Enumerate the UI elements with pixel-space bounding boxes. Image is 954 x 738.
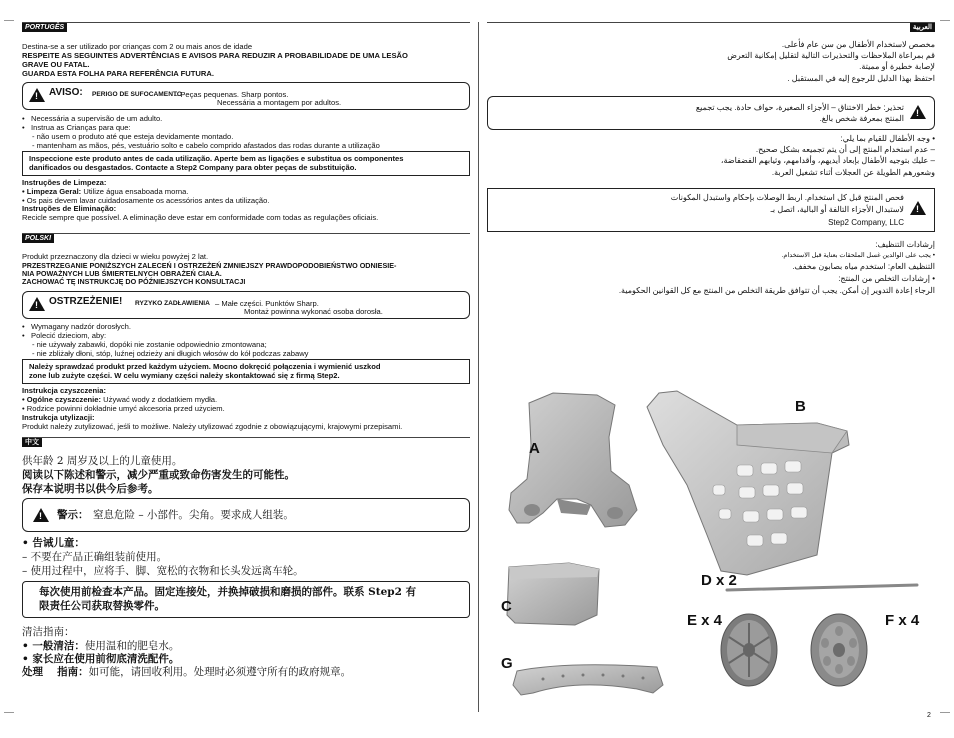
section-tag-portuguese: PORTUGÊS bbox=[22, 23, 67, 32]
ar-bullet-1: • وجه الأطفال للقيام بما يلي: bbox=[840, 134, 935, 143]
pt-bullet-2: • Instrua as Crianças para que: bbox=[22, 123, 131, 132]
zh-warning-text: 窒息危险 – 小部件。尖角。要求成人组装。 bbox=[93, 509, 294, 521]
warning-triangle-icon: ! bbox=[910, 105, 926, 119]
warning-triangle-icon: ! bbox=[29, 88, 45, 102]
part-c-tray bbox=[507, 563, 599, 625]
pt-respect-1: RESPEITE AS SEGUINTES ADVERTÊNCIAS E AVISOS PARA REDUZIR A PROBABILIDADE DE UMA LESÃO bbox=[22, 51, 408, 60]
pl-warning-box bbox=[22, 291, 470, 319]
part-g-handle bbox=[513, 665, 663, 695]
pt-intro: Destina-se a ser utilizado por crianças com 2 ou mais anos de idade bbox=[22, 42, 253, 51]
ar-clean-4: • إرشادات التخلص من المنتج: bbox=[838, 274, 935, 283]
pt-warning-text-2: Necessária a montagem por adultos. bbox=[217, 98, 342, 107]
ar-line-3: لإصابة خطيرة أو مميتة. bbox=[859, 62, 935, 71]
zh-intro: 供年龄 2 周岁及以上的儿童使用。 bbox=[22, 455, 183, 467]
ar-line-4: احتفظ بهذا الدليل للرجوع إليه في المستقبل . bbox=[787, 74, 935, 83]
crop-mark bbox=[940, 712, 950, 713]
section-rule bbox=[487, 22, 935, 23]
pl-keep: ZACHOWAĆ TĘ INSTRUKCJĘ DO PÓŹNIEJSZYCH KONSULTACJI bbox=[22, 277, 246, 286]
pt-warning-word: AVISO: bbox=[49, 87, 83, 98]
pt-clean-2: • Os pais devem lavar cuidadosamente os acessórios antes da utilização. bbox=[22, 196, 270, 205]
section-tag-arabic: العربية bbox=[910, 23, 935, 32]
pl-warning-text-1: – Małe części. Punktów Sharp. bbox=[215, 299, 319, 308]
pt-warning-hazard: PERIGO DE SUFOCAMENTO bbox=[92, 91, 183, 98]
pl-warning-text-2: Montaż powinna wykonać osoba dorosła. bbox=[244, 307, 383, 316]
pl-bullet-2: • Polecić dzieciom, aby: bbox=[22, 331, 107, 340]
zh-inspect-box bbox=[22, 581, 470, 618]
zh-warning-box bbox=[22, 498, 470, 532]
column-divider bbox=[478, 22, 479, 712]
crop-mark bbox=[4, 712, 14, 713]
section-tag-chinese: 中文 bbox=[22, 438, 42, 447]
part-d-axle bbox=[727, 585, 917, 590]
section-tag-polish: POLSKI bbox=[22, 234, 54, 243]
ar-warning-box bbox=[487, 96, 935, 130]
zh-bullet-1: • 告诫儿童： bbox=[22, 537, 85, 549]
zh-bullet-1a: – 不要在产品正确组装前使用。 bbox=[22, 551, 168, 563]
pt-bullet-1: • Necessária a supervisão de um adulto. bbox=[22, 114, 163, 123]
section-rule bbox=[22, 437, 470, 438]
pt-inspect-box bbox=[22, 151, 470, 176]
part-f-wheel bbox=[811, 614, 867, 686]
ar-warning-1: تحذير: خطر الاختناق – الأجزاء الصغيرة، حواف حادة. يجب تجميع bbox=[695, 103, 904, 112]
zh-inspect-1: 每次使用前检查本产品。固定连接处，并换掉破损和磨损的部件。联系 Step2 有 bbox=[39, 586, 417, 598]
zh-clean-1: • 一般清洁：使用温和的肥皂水。 bbox=[22, 640, 180, 652]
ar-line-2: قم بمراعاة الملاحظات والتحذيرات التالية لتقليل إمكانية التعرض bbox=[727, 51, 935, 60]
ar-clean-1: إرشادات التنظيف: bbox=[875, 240, 935, 249]
page-number: 2 bbox=[927, 712, 931, 719]
part-b-basket bbox=[647, 391, 849, 575]
pl-inspect-2: zone lub zużyte części. W celu wymiany części należy skontaktować się z firmą Step2. bbox=[29, 371, 340, 380]
pl-bullet-2a: - nie używały zabawki, dopóki nie zostanie odpowiednio zmontowana; bbox=[32, 340, 267, 349]
part-label-a: A bbox=[529, 440, 540, 457]
ar-clean-3: التنظيف العام: استخدم مياه بصابون مخفف. bbox=[792, 262, 935, 271]
pl-warning-word: OSTRZEŻENIE! bbox=[49, 296, 123, 307]
pt-bullet-2a: - não usem o produto até que esteja devidamente montado. bbox=[32, 132, 234, 141]
part-a-base bbox=[509, 393, 637, 527]
zh-bullet-1b: – 使用过程中，应将手、脚、宽松的衣物和长头发远离车轮。 bbox=[22, 565, 304, 577]
pl-clean-1: • Ogólne czyszczenie: Używać wody z dodatkiem mydła. bbox=[22, 395, 218, 404]
zh-clean-heading: 清洁指南： bbox=[22, 626, 75, 638]
ar-bullet-3: – عليك بتوجيه الأطفال بإبعاد أيديهم، وأقدامهم، وثيابهم الفضفاضة، bbox=[720, 156, 935, 165]
zh-dispose: 处理 指南：如可能，请回收利用。处理时必须遵守所有的政府规章。 bbox=[22, 666, 352, 678]
pl-bullet-1: • Wymagany nadzór dorosłych. bbox=[22, 322, 131, 331]
pt-clean-1: • Limpeza Geral: Utilize água ensaboada morna. bbox=[22, 187, 189, 196]
part-label-f: F x 4 bbox=[885, 612, 920, 629]
part-label-e: E x 4 bbox=[687, 612, 723, 629]
ar-inspect-box bbox=[487, 188, 935, 232]
pt-inspect-2: danificados ou desgastados. Contacte a Step2 Company para obter peças de substituição. bbox=[29, 163, 357, 172]
part-label-c: C bbox=[501, 598, 512, 615]
pt-warning-text-1: – Peças pequenas. Sharp pontos. bbox=[174, 90, 289, 99]
pt-inspect-1: Inspeccione este produto antes de cada utilização. Aperte bem as ligações e substitua os componentes bbox=[29, 154, 404, 163]
pl-respect-2: NIA POWAŻNYCH LUB ŚMIERTELNYCH OBRAŻEŃ CIAŁA. bbox=[22, 269, 222, 278]
pl-intro: Produkt przeznaczony dla dzieci w wieku powyżej 2 lat. bbox=[22, 252, 209, 261]
pt-clean-heading: Instruções de Limpeza: bbox=[22, 178, 107, 187]
pt-warning-box bbox=[22, 82, 470, 110]
pl-respect-1: PRZESTRZEGANIE PONIŻSZYCH ZALECEŃ I OSTRZEŻEŃ ZMNIEJSZY PRAWDOPODOBIEŃSTWO ODNIESIE- bbox=[22, 261, 397, 270]
ar-clean-5: الرجاء إعادة التدوير إن أمكن. يجب أن تتوافق طريقة التخلص من المنتج مع كل القوانين الحكومية. bbox=[618, 286, 935, 295]
ar-line-1: مخصص لاستخدام الأطفال من سن عام فأعلى. bbox=[781, 40, 935, 49]
pt-respect-2: GRAVE OU FATAL. bbox=[22, 60, 90, 69]
pl-clean-2: • Rodzice powinni dokładnie umyć akcesoria przed użyciem. bbox=[22, 404, 225, 413]
ar-inspect-1: فحص المنتج قبل كل استخدام. اربط الوصلات بإحكام واستبدل المكونات bbox=[670, 193, 904, 202]
ar-bullet-2: – عدم استخدام المنتج إلى أن يتم تجميعه بشكل صحيح. bbox=[755, 145, 935, 154]
warning-triangle-icon: ! bbox=[29, 297, 45, 311]
parts-illustration bbox=[487, 375, 935, 715]
crop-mark bbox=[4, 20, 14, 21]
pt-dispose-heading: Instruções de Eliminação: bbox=[22, 204, 117, 213]
ar-clean-2: • يجب على الوالدين غسل الملحقات بعناية قبل الاستخدام. bbox=[781, 252, 935, 259]
ar-inspect-3: Step2 Company, LLC bbox=[828, 218, 904, 227]
warning-triangle-icon: ! bbox=[33, 508, 49, 522]
pt-dispose: Recicle sempre que possível. A eliminação deve estar em conformidade com todas as regulações oficiais. bbox=[22, 213, 379, 222]
zh-respect: 阅读以下陈述和警示，减少严重或致命伤害发生的可能性。 bbox=[22, 469, 295, 481]
zh-inspect-2: 限责任公司获取替换零件。 bbox=[39, 600, 165, 612]
pt-keep: GUARDA ESTA FOLHA PARA REFERÊNCIA FUTURA. bbox=[22, 69, 214, 78]
zh-warning-word: 警示： bbox=[57, 509, 89, 521]
pl-dispose: Produkt należy zutylizować, jeśli to możliwe. Należy utylizować zgodnie z obowiązującymi, krajowymi przepisami. bbox=[22, 422, 403, 431]
ar-bullet-4: وشعورهم الطويلة عن العجلات أثناء تشغيل العربة. bbox=[771, 168, 935, 177]
pl-inspect-1: Należy sprawdzać produkt przed każdym użyciem. Mocno dokręcić połączenia i wymienić uszkod bbox=[29, 362, 381, 371]
pt-bullet-2b: - mantenham as mãos, pés, vestuário solto e cabelo comprido afastados das rodas durante a utilização bbox=[32, 141, 380, 150]
pl-warning-hazard: RYZYKO ZADŁAWIENIA bbox=[135, 300, 210, 307]
pl-dispose-heading: Instrukcja utylizacji: bbox=[22, 413, 95, 422]
ar-inspect-2: لاستبدال الأجزاء التالفة أو البالية، اتصل بـ bbox=[770, 205, 904, 214]
pl-bullet-2b: - nie zbliżały dłoni, stóp, luźnej odzieży ani długich włosów do kół podczas zabawy bbox=[32, 349, 309, 358]
pl-inspect-box bbox=[22, 359, 470, 384]
zh-keep: 保存本说明书以供今后参考。 bbox=[22, 483, 159, 495]
ar-warning-2: المنتج بمعرفة شخص بالغ. bbox=[819, 114, 904, 123]
part-e-wheel bbox=[721, 614, 777, 686]
warning-triangle-icon: ! bbox=[910, 201, 926, 215]
part-label-d: D x 2 bbox=[701, 572, 737, 589]
pl-clean-heading: Instrukcja czyszczenia: bbox=[22, 386, 106, 395]
section-rule bbox=[22, 233, 470, 234]
crop-mark bbox=[940, 20, 950, 21]
section-rule bbox=[22, 22, 470, 23]
part-label-g: G bbox=[501, 655, 513, 672]
zh-clean-2: • 家长应在使用前彻底清洗配件。 bbox=[22, 653, 180, 665]
part-label-b: B bbox=[795, 398, 806, 415]
